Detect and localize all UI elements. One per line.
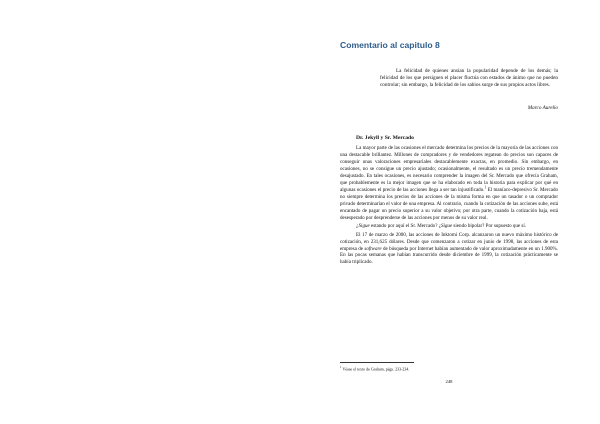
section-heading: Dr. Jekyll y Sr. Mercado xyxy=(356,135,414,141)
paragraph-text: La mayor parte de las ocasiones el mercado determina los precios de la mayoría de las acciones con una destacable brillantez. Millones de compradores y de vendedores regatean do precios son capaces de conseguir unas valoraciones empresariales destacablemente exactas, en promedio. Sin embargo, en ocasiones, no se consigue un precio ajustado; ocasionalmente, el resultado es un precio tremendamente desajustado. En tales ocasiones, es necesario comprender la imagen del Sr. Mercado que ofrecía Graham, que probablemente es la mejor imagen que se ha elaborado en toda la historia para explicar por qué en algunas ocasiones el precio de las acciones llega a ser tan injustificado. xyxy=(340,145,558,193)
paragraph-text: El maníaco-depresivo Sr. Mercado no siempre determina los precios de las acciones de la misma forma en que un tasador o un comprador privado determinarían el valor de una empresa. Al contrario, cuando la cotización de las acciones sube, está encantado de pagar un precio superior a su valor objetivo; por otra parte, cuando la cotización baja, está desesperado por desprenderse de las acciones por menos de su valor real. xyxy=(340,186,558,221)
emphasis-text: Sigue xyxy=(440,223,453,230)
book-page xyxy=(340,40,558,420)
paragraph xyxy=(340,232,558,267)
paragraph-text: de búsqueda por Internet habían aumentado de valor aproximadamente en un 1.900%. En las pocas semanas que habían transcurrido desde diciembre de 1999, la cotización prácticamente se había triplicado. xyxy=(340,245,558,266)
body-text xyxy=(340,145,558,268)
paragraph-text: estando por aquí el Sr. Mercado? ¿ xyxy=(369,223,441,230)
footnote xyxy=(340,365,558,371)
paragraph-text: El 17 de marzo de 2000, las acciones de Inktomi Corp. alcanzaron un nuevo máximo histórico de cotización, en 231,625 dólares. Desde que comenzaron a cotizar en junio de 1998, las acciones de esta empresa de xyxy=(340,231,558,252)
page-number: 248 xyxy=(445,379,453,384)
chapter-title: Comentario al capitulo 8 xyxy=(340,40,440,50)
emphasis-text: software xyxy=(364,245,382,252)
paragraph-text: siendo bipolar? Por supuesto que sí. xyxy=(452,223,527,230)
footnote-text: Véase el texto de Graham, págs. 233-234. xyxy=(342,366,410,372)
emphasis-text: ¿Sigue xyxy=(356,223,370,230)
footnote-reference: 1 xyxy=(484,185,487,190)
paragraph xyxy=(340,145,558,221)
footnote-divider xyxy=(340,362,414,363)
footnote-number: 1 xyxy=(340,365,342,369)
epigraph-quote: La felicidad de quienes ansían la popularidad depende de los demás; la felicidad de los que persiguen el placer fluctúa con estados de ánimo que no pueden controlar; sin embargo, la felicidad de los sabios surge de sus propios actos libres. xyxy=(380,68,558,89)
epigraph-author: Marco Aurelio xyxy=(527,105,558,111)
paragraph xyxy=(340,223,558,230)
